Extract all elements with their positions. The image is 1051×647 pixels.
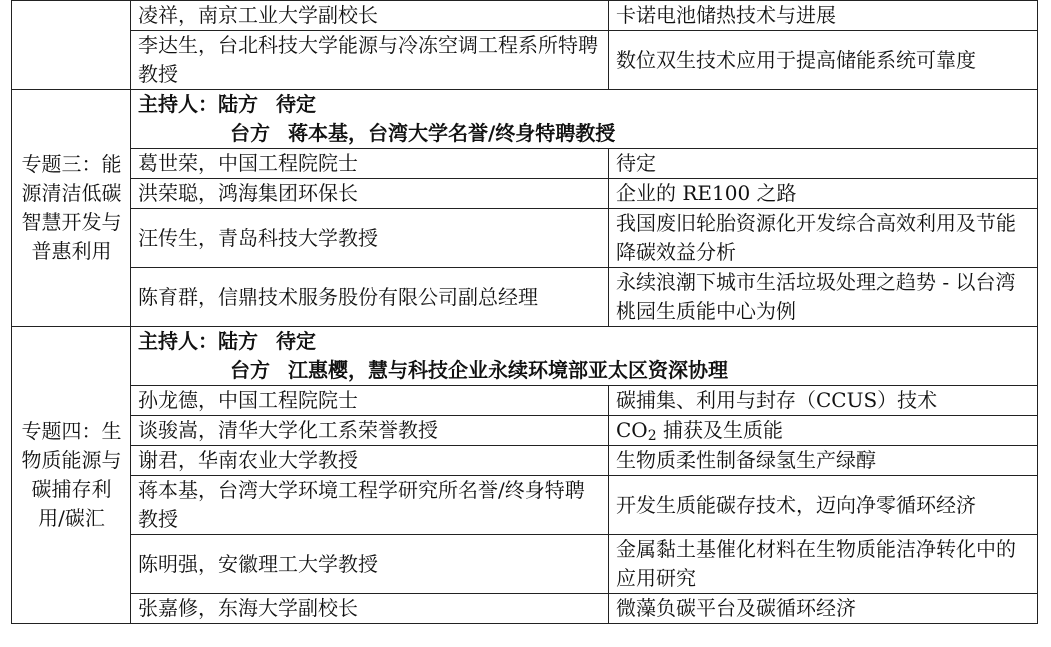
talk-title-cell: 生物质柔性制备绿氢生产绿醇 xyxy=(609,446,1038,476)
host-label: 主持人： xyxy=(138,329,218,353)
speaker-cell: 陈育群，信鼎技术服务股份有限公司副总经理 xyxy=(131,268,609,327)
table-row xyxy=(12,446,1038,476)
talk-title-cell: 开发生质能碳存技术，迈向净零循环经济 xyxy=(609,476,1038,535)
speaker-cell: 谈骏嵩，清华大学化工系荣誉教授 xyxy=(131,416,609,446)
talk-title-cell: 企业的 RE100 之路 xyxy=(609,179,1038,209)
host-cell xyxy=(131,327,1038,386)
table-row xyxy=(12,416,1038,446)
talk-title-cell: 微藻负碳平台及碳循环经济 xyxy=(609,594,1038,624)
talk-title-cell xyxy=(609,416,1038,446)
host-side: 台方 xyxy=(230,358,270,382)
speaker-cell: 李达生，台北科技大学能源与冷冻空调工程系所特聘教授 xyxy=(131,31,609,90)
talk-title-cell: 卡诺电池储热技术与进展 xyxy=(609,1,1038,31)
table-row xyxy=(12,149,1038,179)
table-row xyxy=(12,594,1038,624)
table-row xyxy=(12,386,1038,416)
host-label: 主持人： xyxy=(138,92,218,116)
topic-cell-3: 专题三：能源清洁低碳智慧开发与普惠利用 xyxy=(12,90,131,327)
speaker-cell: 洪荣聪，鸿海集团环保长 xyxy=(131,179,609,209)
talk-title-cell: 我国废旧轮胎资源化开发综合高效利用及节能降碳效益分析 xyxy=(609,209,1038,268)
host-name: 待定 xyxy=(276,92,316,116)
table-row xyxy=(12,1,1038,31)
host-name: 待定 xyxy=(276,329,316,353)
host-line-mainland xyxy=(138,327,1031,356)
host-line-taiwan xyxy=(138,119,1031,148)
topic-cell-4: 专题四：生物质能源与碳捕存利用/碳汇 xyxy=(12,327,131,624)
program-table xyxy=(11,0,1038,624)
table-row xyxy=(12,209,1038,268)
host-row xyxy=(12,90,1038,149)
topic-cell-empty xyxy=(12,1,131,90)
host-name: 蒋本基，台湾大学名誉/终身特聘教授 xyxy=(288,121,616,145)
host-side: 陆方 xyxy=(218,92,258,116)
table-row xyxy=(12,179,1038,209)
host-name: 江惠樱，慧与科技企业永续环境部亚太区资深协理 xyxy=(288,358,728,382)
table-row xyxy=(12,476,1038,535)
host-side: 台方 xyxy=(230,121,270,145)
host-row xyxy=(12,327,1038,386)
talk-title-cell: 永续浪潮下城市生活垃圾处理之趋势 - 以台湾桃园生质能中心为例 xyxy=(609,268,1038,327)
talk-title-cell: 碳捕集、利用与封存（CCUS）技术 xyxy=(609,386,1038,416)
speaker-cell: 孙龙德，中国工程院院士 xyxy=(131,386,609,416)
talk-prefix: CO xyxy=(616,418,648,442)
table-row xyxy=(12,535,1038,594)
talk-title-cell: 待定 xyxy=(609,149,1038,179)
host-line-mainland xyxy=(138,90,1031,119)
speaker-cell: 蒋本基，台湾大学环境工程学研究所名誉/终身特聘教授 xyxy=(131,476,609,535)
speaker-cell: 谢君，华南农业大学教授 xyxy=(131,446,609,476)
speaker-cell: 陈明强，安徽理工大学教授 xyxy=(131,535,609,594)
table-row xyxy=(12,268,1038,327)
speaker-cell: 汪传生，青岛科技大学教授 xyxy=(131,209,609,268)
talk-title-cell: 数位双生技术应用于提高储能系统可靠度 xyxy=(609,31,1038,90)
talk-subscript: 2 xyxy=(647,428,657,444)
speaker-cell: 葛世荣，中国工程院院士 xyxy=(131,149,609,179)
talk-suffix: 捕获及生质能 xyxy=(656,418,783,442)
table-row xyxy=(12,31,1038,90)
host-cell xyxy=(131,90,1038,149)
talk-title-cell: 金属黏土基催化材料在生物质能洁净转化中的应用研究 xyxy=(609,535,1038,594)
speaker-cell: 张嘉修，东海大学副校长 xyxy=(131,594,609,624)
host-side: 陆方 xyxy=(218,329,258,353)
speaker-cell: 凌祥，南京工业大学副校长 xyxy=(131,1,609,31)
host-line-taiwan xyxy=(138,356,1031,385)
